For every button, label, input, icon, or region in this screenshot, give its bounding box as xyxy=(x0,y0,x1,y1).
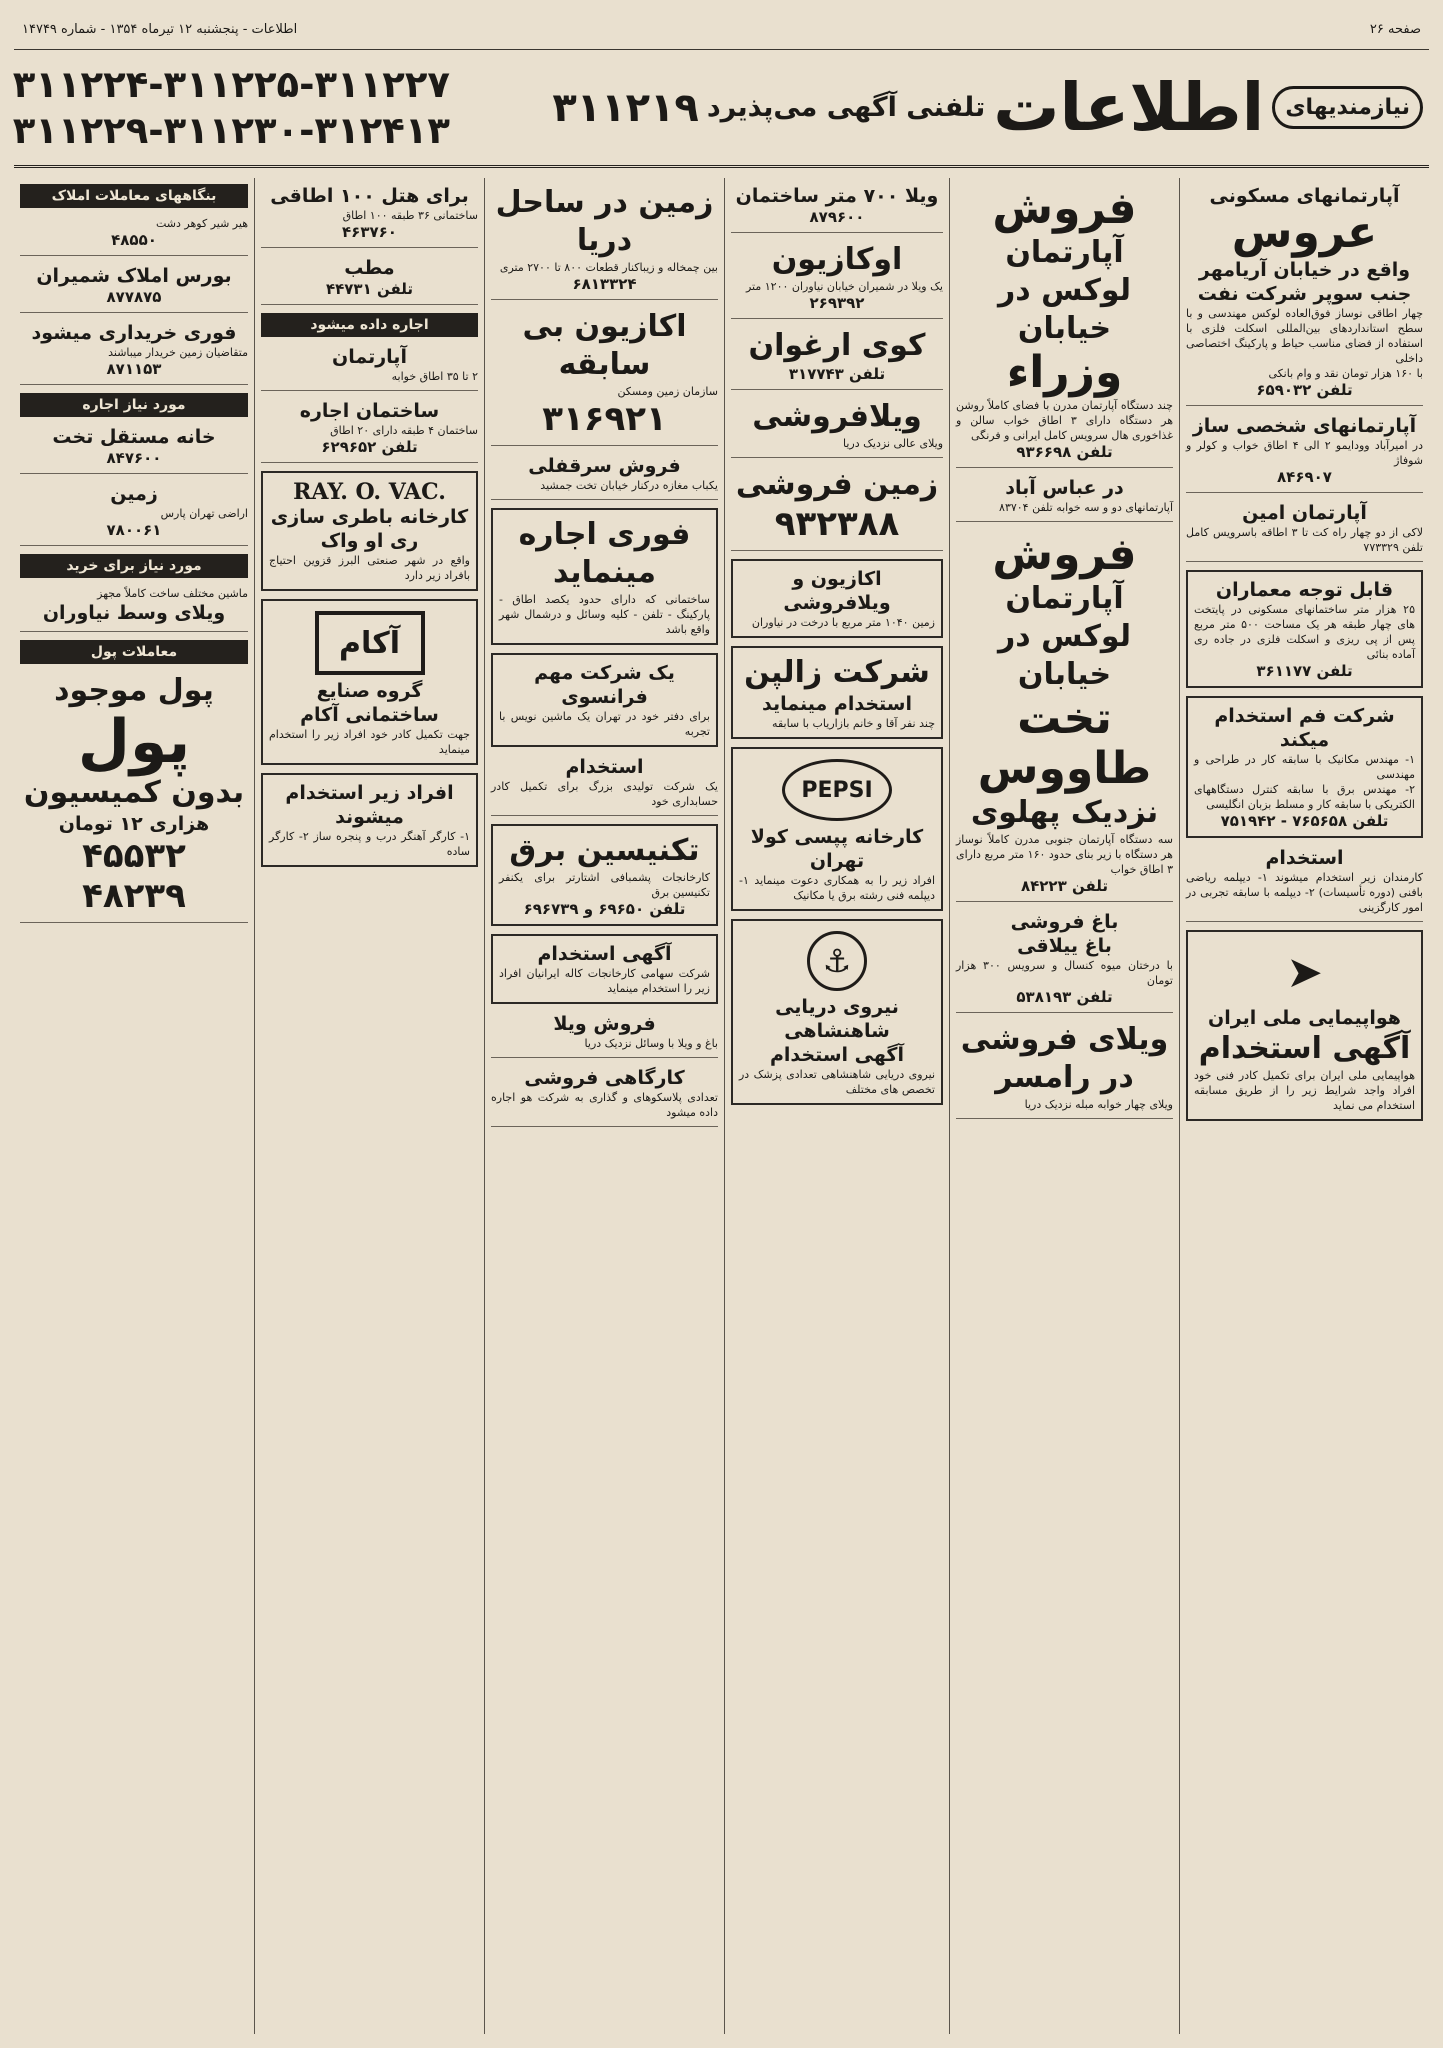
villa-sale-title: ویلافروشی xyxy=(752,399,922,434)
moshtarian-category: مورد نیاز برای خرید xyxy=(20,554,248,578)
vozara-phone: تلفن ۹۳۶۶۹۸ xyxy=(1016,443,1113,461)
kharid-ad xyxy=(20,321,248,385)
motel-title: مطب xyxy=(344,257,395,279)
pool-big: پول xyxy=(77,707,191,777)
column-5 xyxy=(254,178,484,2034)
akazion-ad xyxy=(491,308,718,446)
shakhsi-ad xyxy=(1186,414,1423,493)
moamelat-category: بنگاههای معاملات املاک xyxy=(20,184,248,208)
phone-line-2: ۳۱۱۲۲۹-۳۱۱۲۳۰-۳۱۲۴۱۳ xyxy=(12,108,450,152)
pepsi-ad xyxy=(731,747,943,911)
abbasabad-body: آپارتمانهای دو و سه خوابه تلفن ۸۳۷۰۴ xyxy=(999,501,1173,514)
villa2-title: فروش ویلا xyxy=(553,1013,656,1035)
takht-ad xyxy=(956,530,1173,902)
pool-subtitle: پول موجود xyxy=(54,673,214,708)
pool-rate: هزاری ۱۲ تومان xyxy=(58,813,210,835)
villa700-phone: ۸۷۹۶۰۰ xyxy=(809,208,865,226)
estekhdam-ad xyxy=(1186,846,1423,922)
amin-body: لاکی از دو چهار راه کت تا ۳ اطاقه باسرویس کامل تلفن ۷۷۳۳۲۹ xyxy=(1186,526,1423,554)
arus-body: چهار اطاقی نوساز فوق‌العاده لوکس مهندسی و با سطح استانداردهای بین‌المللی اسکلت فلزی با استفاده از فضای مناسب حیاط و پارکینگ اختصاصی داخلی xyxy=(1186,307,1423,365)
barq-body: کارخانجات پشمبافی اشتارتر برای یکنفر تکنیسین برق xyxy=(499,871,710,899)
zamin-sale-ad xyxy=(731,466,943,551)
barq-ad xyxy=(491,824,718,926)
farans-body: برای دفتر خود در تهران یک ماشین نویس با تجربه xyxy=(499,710,710,738)
akazion-villa-body: زمین ۱۰۴۰ متر مربع با درخت در نیاوران xyxy=(751,616,935,629)
arus-brand: عروس xyxy=(1231,207,1378,258)
zalpen-subtitle: استخدام مینماید xyxy=(762,693,912,715)
arus-ad xyxy=(1186,184,1423,406)
okazion-ad xyxy=(731,241,943,319)
homa-ad xyxy=(1186,930,1423,1121)
column-6 xyxy=(14,178,254,2034)
agahi-title: آگهی استخدام xyxy=(537,943,672,965)
kargah-title: کارگاهی فروشی xyxy=(524,1067,685,1089)
sherkat-body-2: ۲- مهندس برق با سابقه کنترل دستگاههای الکتریکی با سابقه کار و مسلط بزبان انگلیسی xyxy=(1194,783,1415,811)
akam-title: گروه صنایع ساختمانی آکام xyxy=(300,680,439,726)
column-1 xyxy=(1179,178,1429,2034)
bagh-ad xyxy=(956,910,1173,1013)
villa-niavaran-title: ویلای وسط نیاوران xyxy=(42,602,226,624)
masthead xyxy=(14,50,1429,168)
sarqofli-title: فروش سرقفلی xyxy=(528,455,681,477)
sahel-body: بین چمخاله و زیباکنار قطعات ۸۰۰ تا ۲۷۰۰ متری xyxy=(499,261,718,274)
villa-sale-ad xyxy=(731,398,943,458)
classified-columns xyxy=(14,178,1429,2034)
kuy-ad xyxy=(731,327,943,390)
sahel-title: زمین در ساحل دریا xyxy=(495,185,714,258)
moamelat-body: هیر شیر کوهر دشت xyxy=(156,217,248,230)
bagh-body: با درختان میوه کنسال و سرویس ۳۰۰ هزار تومان xyxy=(956,959,1173,987)
pool-body: بدون کمیسیون xyxy=(23,775,245,810)
ramsar-villa-ad xyxy=(956,1021,1173,1119)
kargah-body: تعدادی پلاسکوهای و گذاری به شرکت هو اجاره داده میشود xyxy=(491,1091,718,1119)
pool-phone-2: ۴۸۲۳۹ xyxy=(82,876,186,916)
kharid-phone: ۸۷۱۱۵۳ xyxy=(106,360,162,378)
arz-category: مورد نیاز اجاره xyxy=(20,393,248,417)
pepsi-logo: PEPSI xyxy=(782,759,892,821)
fori-ad xyxy=(491,508,718,645)
masthead-brand: اطلاعات xyxy=(993,68,1265,146)
poursi-ad xyxy=(20,264,248,313)
poursi-phone: ۸۷۷۸۷۵ xyxy=(106,288,162,306)
sahel-phone: ۶۸۱۳۳۲۴ xyxy=(572,275,637,293)
fori-title: فوری اجاره مینماید xyxy=(518,517,691,590)
motel-phone: تلفن ۴۴۷۳۱ xyxy=(325,280,414,298)
sherkat-phone: تلفن ۷۶۵۶۵۸ - ۷۵۱۹۴۲ xyxy=(1220,812,1389,830)
abbasabad-ad xyxy=(956,476,1173,522)
estekhdam-body: کارمندان زیر استخدام میشوند ۱- دیپلمه ریاضی بافنی (دوره تأسیسات) ۲- دیپلمه با سابقه تجربی در امور کارگزینی xyxy=(1186,871,1424,914)
ejare-body: ۲ تا ۳۵ اطاق خوابه xyxy=(391,370,478,383)
villa2-ad xyxy=(491,1012,718,1058)
shakhsi-body: در امیرآباد وودایمو ۲ الی ۴ اطاق خواب و کولر و شوفاژ xyxy=(1186,439,1423,467)
akazion-villa-ad xyxy=(731,559,943,638)
arus-location: واقع در خیابان آریامهر جنب سوپر شرکت نفت xyxy=(1197,259,1412,305)
zamin-ad xyxy=(20,482,248,546)
anchor-icon: ⚓ xyxy=(807,931,867,991)
column-3 xyxy=(724,178,949,2034)
memaran-phone: تلفن ۳۶۱۱۷۷ xyxy=(1256,662,1353,680)
bagh-phone: تلفن ۵۳۸۱۹۳ xyxy=(1016,988,1113,1006)
ejare-title: آپارتمان xyxy=(332,346,407,368)
kharid-title: فوری خریداری میشود xyxy=(31,322,237,344)
column-2 xyxy=(949,178,1179,2034)
villa700-title: ویلا ۷۰۰ متر ساختمان xyxy=(735,185,939,207)
homa-logo: هواپیمایی ملی ایران xyxy=(1208,1007,1401,1029)
sakhteman-ad xyxy=(261,399,478,463)
vozara-category: فروش xyxy=(992,183,1137,234)
navy-title: نیروی دریایی شاهنشاهی xyxy=(775,996,899,1042)
amin-title: آپارتمان امین xyxy=(1242,502,1367,524)
masthead-phones xyxy=(12,62,450,153)
barq-title: تکنیسین برق xyxy=(509,833,700,868)
akazion-number: ۳۱۶۹۲۱ xyxy=(542,399,667,439)
abbasabad-title: در عباس آباد xyxy=(1005,477,1124,499)
bagh-title: باغ فروشی xyxy=(1010,911,1119,933)
arus-title: آپارتمانهای مسکونی xyxy=(1209,185,1400,207)
ejare-category: اجاره داده میشود xyxy=(261,313,478,337)
okazion-title: اوکازیون xyxy=(771,242,903,277)
akazion-villa-title: اکازیون و ویلافروشی xyxy=(783,568,891,614)
takht-title: آپارتمان لوکس در خیابان xyxy=(997,581,1132,692)
zamin-phone: ۷۸۰۰۶۱ xyxy=(106,521,162,539)
zalpen-body: چند نفر آقا و خانم بازاریاب با سابقه xyxy=(772,717,935,730)
rayovac-body: واقع در شهر صنعتی البرز قزوین احتیاج بافراد زیر دارد xyxy=(269,554,470,582)
sherkat-title: شرکت فم استخدام میکند xyxy=(1214,705,1395,751)
phone-line-1: ۳۱۱۲۲۴-۳۱۱۲۲۵-۳۱۱۲۲۷ xyxy=(12,62,450,106)
memaran-ad xyxy=(1186,570,1423,688)
okazion-body: یک ویلا در شمیران خیابان نیاوران ۱۲۰۰ متر xyxy=(745,280,943,293)
takht-brand: تخت طاووس xyxy=(977,693,1152,794)
akam-body: جهت تکمیل کادر خود افراد زیر را استخدام مینماید xyxy=(269,728,470,756)
sarqofli-ad xyxy=(491,454,718,500)
sakhteman-title: ساختمان اجاره xyxy=(299,400,440,422)
sakhteman-body: ساختمان ۴ طبقه دارای ۲۰ اطاق xyxy=(330,424,478,437)
homa-title: آگهی استخدام xyxy=(1198,1031,1411,1066)
column-4 xyxy=(484,178,724,2034)
memaran-body: ۲۵ هزار متر ساختمانهای مسکونی در پایتخت های چهار طبقه هر یک مساحت ۵۰۰ متر مربع پس از پی ریزی و اسکلت فلزی در جاده ری آماده بنائی xyxy=(1194,603,1415,661)
zamin-sale-title: زمین فروشی xyxy=(735,467,939,502)
hotel-phone: ۴۶۳۷۶۰ xyxy=(342,223,397,241)
barq-phone: تلفن ۶۹۶۵۰ و ۶۹۶۷۳۹ xyxy=(523,900,686,918)
takht-subtitle: نزدیک پهلوی xyxy=(970,795,1159,830)
vozara-brand: وزراء xyxy=(1006,347,1123,398)
hotel-ad xyxy=(261,184,478,248)
zalpen-ad xyxy=(731,646,943,739)
akam-logo: آکام xyxy=(315,611,425,675)
ejare-ad xyxy=(261,345,478,391)
ramsar-villa-title: ویلای فروشی در رامسر xyxy=(960,1022,1169,1095)
masthead-badge: نیازمندیهای xyxy=(1272,86,1423,129)
kuy-phone: تلفن ۳۱۷۷۴۳ xyxy=(788,365,886,383)
villa2-body: باغ و ویلا با وسائل نزدیک دریا xyxy=(584,1037,718,1050)
masthead-title-group xyxy=(460,68,1423,146)
zamin-sale-phone: ۹۳۲۳۸۸ xyxy=(774,504,900,544)
dateline: اطلاعات - پنجشنبه ۱۲ تیرماه ۱۳۵۴ - شماره ۱۴۷۴۹ xyxy=(22,22,298,37)
kharid-body: متقاضیان زمین خریدار میباشند xyxy=(108,346,248,359)
zamin-title: زمین xyxy=(110,483,158,505)
bagh-subtitle: باغ ییلاقی xyxy=(1017,935,1112,957)
afrad-title: افراد زیر استخدام میشوند xyxy=(285,782,454,828)
pool-category: معاملات پول xyxy=(20,640,248,664)
moamelat-ad xyxy=(20,216,248,256)
pepsi-title: کارخانه پپسی کولا تهران xyxy=(750,826,924,872)
villa-sale-body: ویلای عالی نزدیک دریا xyxy=(842,437,943,450)
sarqofli-body: یکباب مغازه درکنار خیابان تخت جمشید xyxy=(540,479,718,492)
arus-price: با ۱۶۰ هزار تومان نقد و وام بانکی xyxy=(1268,367,1423,380)
takht-body: سه دستگاه آپارتمان جنوبی مدرن کاملاً نوساز هر دستگاه با زیر بنای حدود ۱۶۰ متر مربع دارای ۳ اطاق خواب xyxy=(956,833,1173,876)
pepsi-body: افراد زیر را به همکاری دعوت مینماید ۱- دیپلمه فنی رشته برق یا مکانیک xyxy=(739,874,935,902)
navy-body: نیروی دریایی شاهنشاهی تعدادی پزشک در تخصص های مختلف xyxy=(739,1068,935,1096)
moamelat-phone: ۴۸۵۵۰ xyxy=(111,231,157,249)
sherkat-ad xyxy=(1186,696,1423,838)
page-number: صفحه ۲۶ xyxy=(1369,22,1421,37)
kargah-ad xyxy=(491,1066,718,1127)
ramsar-villa-body: ویلای چهار خوابه مبله نزدیک دریا xyxy=(1024,1098,1173,1111)
vozara-ad xyxy=(956,184,1173,468)
villa700-ad xyxy=(731,184,943,233)
mokhtalef-body: ماشین مختلف ساخت کاملاً مجهز xyxy=(97,587,248,600)
okazion-phone: ۲۶۹۳۹۲ xyxy=(809,294,865,312)
agahi-ad xyxy=(491,934,718,1004)
akam-ad xyxy=(261,599,478,765)
newspaper-page xyxy=(14,10,1429,2038)
page-header xyxy=(14,10,1429,50)
poursi-title: بورس املاک شمیران xyxy=(36,265,232,287)
agahi-body: شرکت سهامی کارخانجات کاله ایرانیان افراد زیر را استخدام مینماید xyxy=(499,967,710,995)
estekhdam-title: استخدام xyxy=(1265,847,1344,869)
memaran-title: قابل توجه معماران xyxy=(1215,579,1394,601)
pool-phone-1: ۴۵۵۳۲ xyxy=(82,836,186,876)
afrad-ad xyxy=(261,773,478,867)
sahel-ad xyxy=(491,184,718,300)
masthead-subtitle: تلفنی آگهی می‌پذیرد xyxy=(706,92,986,123)
farans-title: یک شرکت مهم فرانسوی xyxy=(534,662,675,708)
sakhteman-phone: تلفن ۶۲۹۶۵۲ xyxy=(321,438,418,456)
hotel-title: برای هتل ۱۰۰ اطاقی xyxy=(270,185,469,207)
navy-subtitle: آگهی استخدام xyxy=(769,1044,904,1066)
zalpen-title: شرکت زالپن xyxy=(744,655,930,690)
navy-ad xyxy=(731,919,943,1105)
akazion-title: اکازیون بی سابقه xyxy=(522,309,687,382)
vozara-title: آپارتمان لوکس در خیابان xyxy=(997,235,1132,346)
kuy-title: کوی ارغوان xyxy=(748,328,926,363)
takht-phone: تلفن ۸۴۲۲۳ xyxy=(1020,877,1109,895)
akazion-body: سازمان زمین ومسکن xyxy=(617,385,718,398)
rayovac-ad xyxy=(261,471,478,591)
motel-ad xyxy=(261,256,478,305)
takht-category: فروش xyxy=(992,529,1137,580)
masthead-number: ۳۱۱۲۱۹ xyxy=(552,84,699,131)
sherkat-body: ۱- مهندس مکانیک با سابقه کار در طراحی و مهندسی xyxy=(1194,753,1415,781)
zamin-body: اراضی تهران پارس xyxy=(160,507,248,520)
farans-ad xyxy=(491,653,718,747)
rayovac-title: کارخانه باطری سازی ری او واک xyxy=(270,506,469,552)
fori-body: ساختمانی که دارای حدود یکصد اطاق - پارکینگ - تلفن - کلیه وسائل و درشمال شهر واقع باشد xyxy=(499,593,710,636)
vozara-body: چند دستگاه آپارتمان مدرن با فضای کاملاً روشن هر دستگاه دارای ۳ اطاق خواب سالن و غذاخوری هال سرویس کامل ایرانی و فرنگی xyxy=(956,399,1174,442)
khane-title: خانه مستقل تخت xyxy=(52,426,216,448)
homa-body: هواپیمایی ملی ایران برای تکمیل کادر فنی خود افراد واجد شرایط زیر را از طریق مسابقه استخدام می نماید xyxy=(1194,1069,1415,1112)
khane-ad xyxy=(20,425,248,474)
khane-phone: ۸۴۷۶۰۰ xyxy=(106,449,162,467)
hotel-body: ساختمانی ۳۶ طبقه ۱۰۰ اطاق xyxy=(342,209,478,222)
amin-ad xyxy=(1186,501,1423,562)
mokhtalef-ad xyxy=(20,586,248,632)
afrad-body: ۱- کارگر آهنگر درب و پنجره ساز ۲- کارگر ساده xyxy=(269,830,470,858)
pool-ad xyxy=(20,672,248,923)
homa-bird-icon: ➤ xyxy=(1286,946,1323,998)
estekhdam-2-body: یک شرکت تولیدی بزرگ برای تکمیل کادر حسابداری خود xyxy=(491,780,718,808)
estekhdam-2-title: استخدام xyxy=(565,756,644,778)
rayovac-logo: RAY. O. VAC. xyxy=(293,479,446,505)
shakhsi-phone: ۸۴۶۹۰۷ xyxy=(1277,468,1332,486)
estekhdam-2-ad xyxy=(491,755,718,816)
shakhsi-title: آپارتمانهای شخصی ساز xyxy=(1192,415,1417,437)
arus-phone: تلفن ۶۵۹۰۳۲ xyxy=(1256,381,1353,399)
